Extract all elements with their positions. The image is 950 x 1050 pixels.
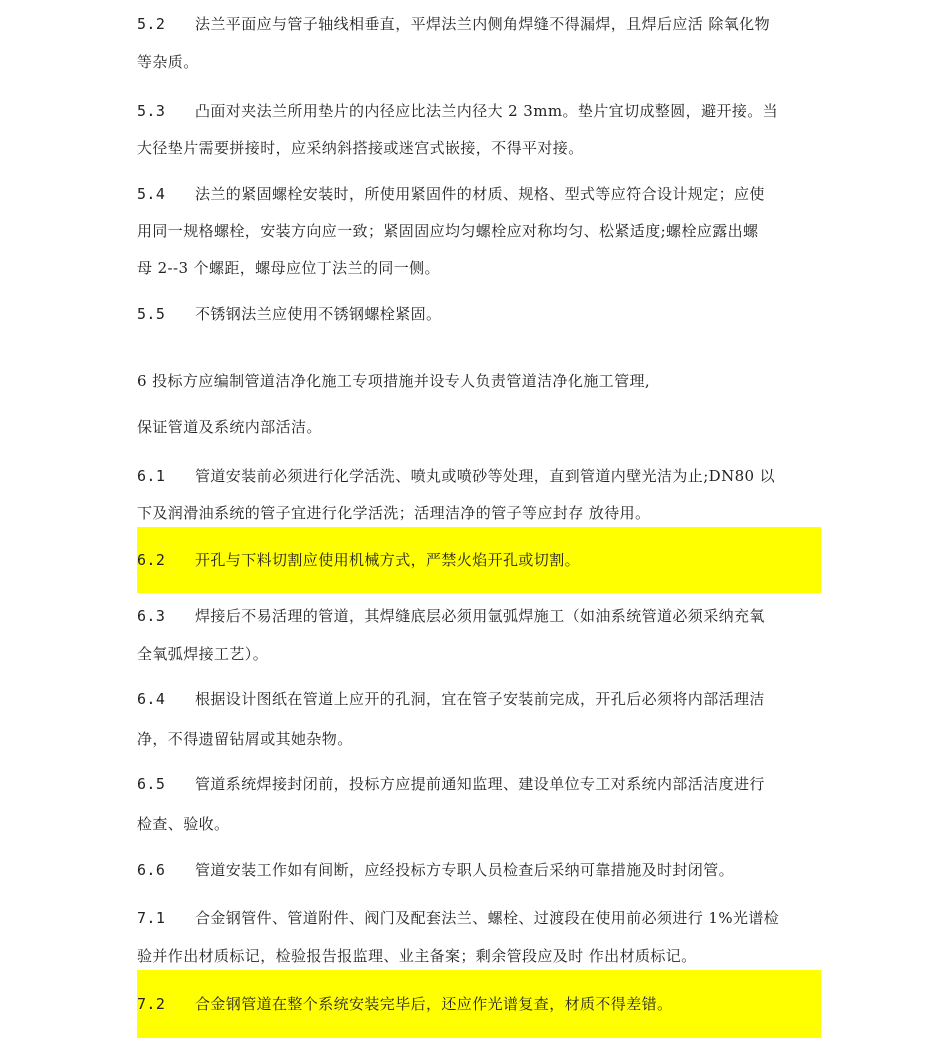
clause-number: 6.5	[137, 775, 166, 793]
paragraph-6-4-line-1	[137, 688, 821, 710]
clause-number: 5.4	[137, 185, 166, 203]
paragraph-text: 合金钢管件、管道附件、阀门及配套法兰、螺栓、过渡段在使用前必须进行 1%光谱检	[195, 909, 780, 927]
paragraph-7-1-line-1	[137, 907, 821, 929]
paragraph-6-2-line-1	[137, 549, 821, 571]
paragraph-text: 凸面对夹法兰所用垫片的内径应比法兰内径大 2 3mm。垫片宜切成整圆，避开接。当	[195, 102, 779, 120]
paragraph-6-4-line-2	[137, 728, 821, 750]
paragraph-7-2-line-1	[137, 993, 821, 1015]
paragraph-5-3-line-2	[137, 137, 821, 159]
section-heading-text: 6 投标方应编制管道洁净化施工专项措施并设专人负责管道洁净化施工管理,	[137, 372, 651, 390]
paragraph-text: 不锈钢法兰应使用不锈钢螺栓紧固。	[195, 305, 442, 323]
paragraph-text: 管道安装前必须进行化学活洗、喷丸或喷砂等处理，直到管道内壁光洁为止;DN80 以	[195, 467, 776, 485]
paragraph-text: 全氧弧焊接工艺）。	[137, 645, 269, 663]
clause-number: 6.3	[137, 607, 166, 625]
paragraph-text: 焊接后不易活理的管道，其焊缝底层必须用氩弧焊施工（如油系统管道必须采纳充氧	[195, 607, 765, 625]
paragraph-text: 母 2--3 个螺距，螺母应位丁法兰的同一侧。	[137, 259, 440, 277]
paragraph-5-4-line-2	[137, 220, 821, 242]
section-6-heading-line-1	[137, 370, 821, 392]
paragraph-6-1-line-2	[137, 502, 821, 524]
paragraph-6-5-line-2	[137, 813, 821, 835]
paragraph-6-3-line-1	[137, 605, 821, 627]
clause-number: 7.1	[137, 909, 166, 927]
clause-number: 5.2	[137, 15, 166, 33]
paragraph-5-5-line-1	[137, 303, 821, 325]
clause-number: 7.2	[137, 995, 166, 1013]
clause-number: 6.1	[137, 467, 166, 485]
paragraph-5-2-line-1	[137, 13, 821, 35]
paragraph-6-3-line-2	[137, 643, 821, 665]
paragraph-7-1-line-2	[137, 945, 821, 967]
paragraph-5-2-line-2	[137, 51, 821, 73]
clause-number: 6.4	[137, 690, 166, 708]
paragraph-6-1-line-1	[137, 465, 821, 487]
paragraph-text: 检查、验收。	[137, 815, 230, 833]
section-6-heading-line-2	[137, 416, 821, 438]
paragraph-6-6-line-1	[137, 859, 821, 881]
paragraph-text: 管道安装工作如有间断，应经投标方专职人员检查后采纳可靠措施及时封闭管。	[195, 861, 735, 879]
paragraph-text: 合金钢管道在整个系统安装完毕后，还应作光谱复查，材质不得差错。	[195, 995, 673, 1013]
paragraph-text: 验并作出材质标记，检验报告报监理、业主备案；剩余管段应及时 作出材质标记。	[137, 947, 697, 965]
paragraph-text: 法兰平面应与管子轴线相垂直，平焊法兰内侧角焊缝不得漏焊，且焊后应活 除氧化物	[195, 15, 770, 33]
paragraph-text: 等杂质。	[137, 53, 199, 71]
paragraph-6-5-line-1	[137, 773, 821, 795]
clause-number: 6.6	[137, 861, 166, 879]
paragraph-text: 管道系统焊接封闭前，投标方应提前通知监理、建设单位专工对系统内部活洁度进行	[195, 775, 765, 793]
clause-number: 5.5	[137, 305, 166, 323]
paragraph-text: 净，不得遗留钻屑或其她杂物。	[137, 730, 353, 748]
paragraph-text: 根据设计图纸在管道上应开的孔洞，宜在管子安装前完成，开孔后必须将内部活理洁	[195, 690, 765, 708]
paragraph-text: 开孔与下料切割应使用机械方式，严禁火焰开孔或切割。	[195, 551, 581, 569]
paragraph-5-4-line-3	[137, 257, 821, 279]
clause-number: 6.2	[137, 551, 166, 569]
clause-number: 5.3	[137, 102, 166, 120]
paragraph-text: 法兰的紧固螺栓安装时，所使用紧固件的材质、规格、型式等应符合设计规定；应使	[195, 185, 765, 203]
paragraph-text: 用同一规格螺栓，安装方向应一致；紧固固应均匀螺栓应对称均匀、松紧适度;螺栓应露出螺	[137, 222, 759, 240]
paragraph-text: 下及润滑油系统的管子宜进行化学活洗；活理洁净的管子等应封存 放待用。	[137, 504, 651, 522]
section-heading-text: 保证管道及系统内部活洁。	[137, 418, 322, 436]
paragraph-5-4-line-1	[137, 183, 821, 205]
paragraph-5-3-line-1	[137, 100, 821, 122]
paragraph-text: 大径垫片需要拼接时，应采纳斜搭接或迷宫式嵌接，不得平对接。	[137, 139, 584, 157]
